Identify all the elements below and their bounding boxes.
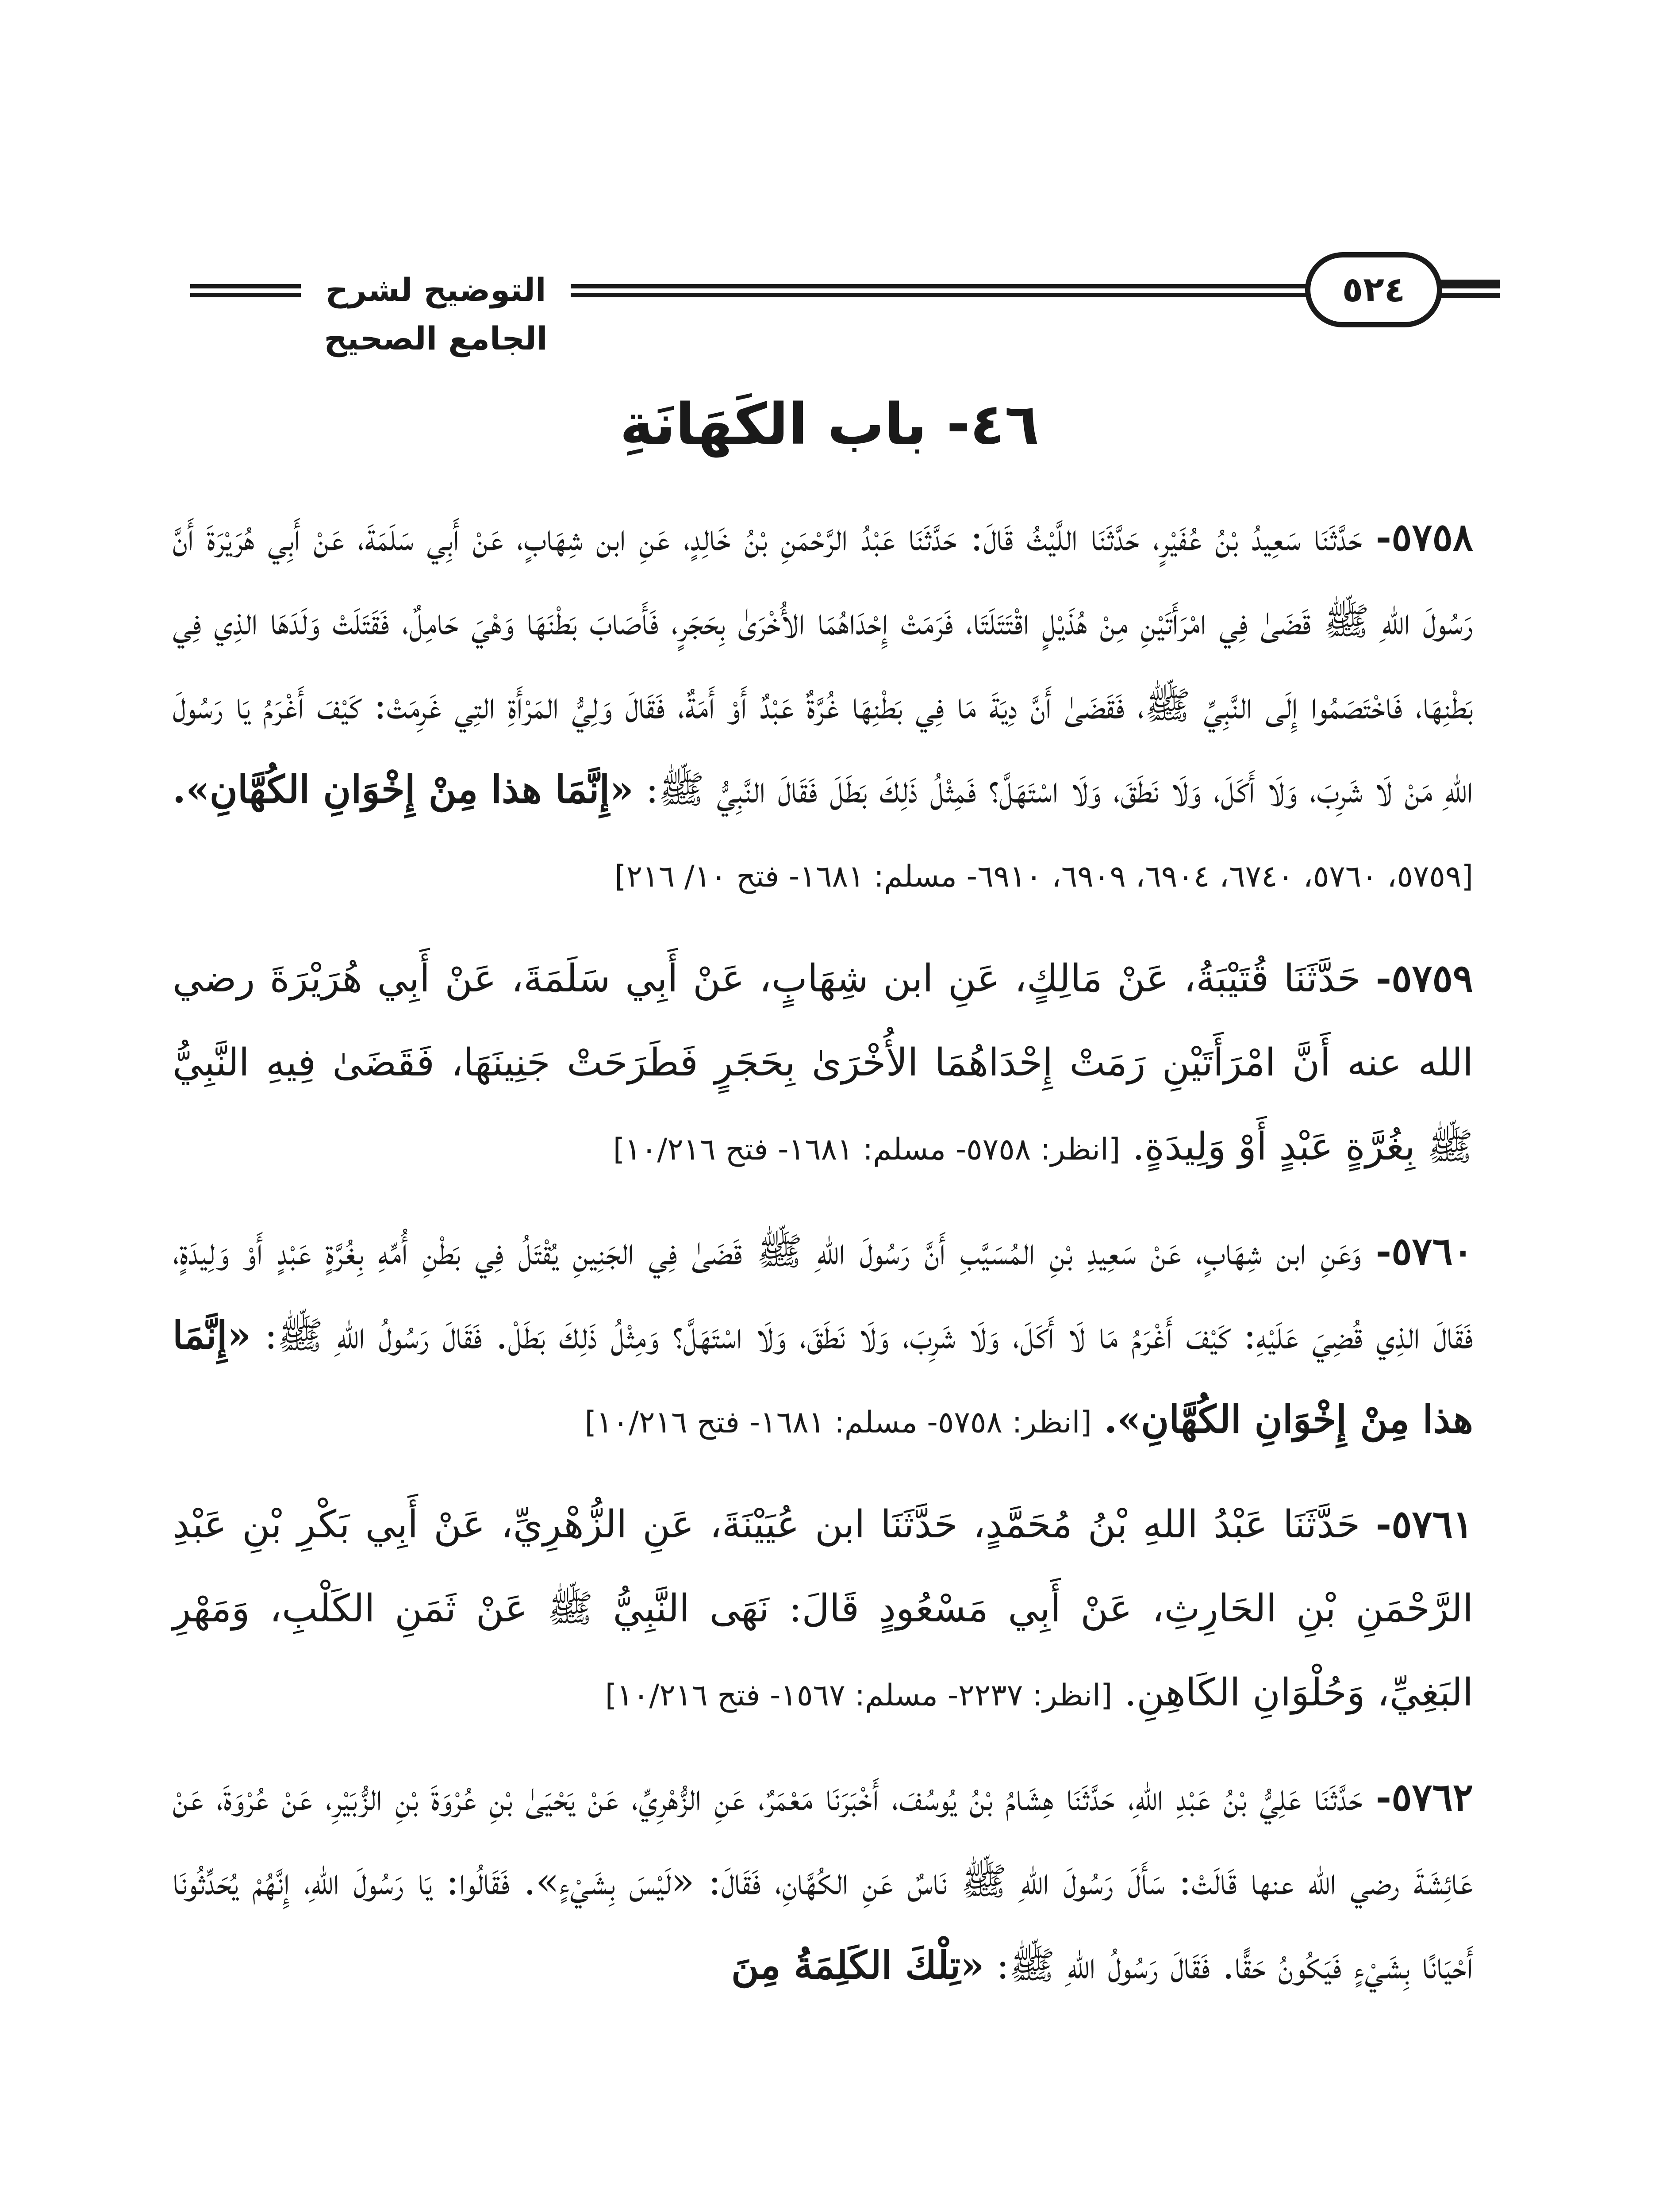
hadith-number: ٥٧٥٨- (1375, 515, 1473, 560)
hadith-number: ٥٧٦٢- (1375, 1775, 1473, 1820)
hadith-reference: [انظر: ٥٧٥٨- مسلم: ١٦٨١- فتح ١٠/٢١٦] (584, 1405, 1092, 1440)
hadith-reference: [انظر: ٥٧٥٨- مسلم: ١٦٨١- فتح ١٠/٢١٦] (613, 1132, 1121, 1167)
hadith-number: ٥٧٦١- (1375, 1502, 1473, 1547)
page-number: ٥٢٤ (1305, 252, 1442, 327)
hadith-number: ٥٧٦٠- (1375, 1229, 1473, 1274)
hadith-number: ٥٧٥٩- (1375, 956, 1473, 1001)
hadith-reference: [٥٧٥٩، ٥٧٦٠، ٦٧٤٠، ٦٩٠٤، ٦٩٠٩، ٦٩١٠- مسلم: ١٦٨١- فتح ١٠/ ٢١٦] (614, 859, 1473, 894)
hadith-quote: «إِنَّمَا هذا مِنْ إِخْوَانِ الكُهَّانِ». (173, 1313, 1473, 1442)
page-number-ornament (1438, 280, 1500, 298)
chapter-heading: ٤٦- باب الكَهَانَةِ (620, 392, 1039, 457)
hadith-quote: «تِلْكَ الكَلِمَةُ مِنَ (731, 1943, 984, 1988)
hadith-5759 (173, 937, 1473, 1192)
page-header (190, 248, 1500, 357)
hadith-5758 (173, 495, 1473, 919)
page-body (173, 495, 1473, 2025)
hadith-5760 (173, 1210, 1473, 1465)
hadith-5762 (173, 1755, 1473, 2008)
hadith-reference: [انظر: ٢٢٣٧- مسلم: ١٥٦٧- فتح ١٠/٢١٦] (605, 1678, 1113, 1713)
hadith-text: حَدَّثَنَا سَعِيدُ بْنُ عُفَيْرٍ، حَدَّثَنَا اللَّيْثُ قَالَ: حَدَّثَنَا عَبْدُ الرَّحْمَنِ بْنُ خَالِدٍ، عَنِ ابن شِهَابٍ، عَنْ أَبِي سَلَمَةَ، عَنْ أَبِي هُرَيْرَةَ أَنَّ رَسُولَ اللهِ ﷺ قَضَىٰ فِي امْرَأَتَيْنِ مِنْ هُذَيْلٍ اقْتَتَلَتَا، فَرَمَتْ إِحْدَاهُمَا الأُخْرَىٰ بِحَجَرٍ، فَأَصَابَ بَطْنَهَا وَهْيَ حَامِلٌ، فَقَتَلَتْ وَلَدَهَا الذِي فِي بَطْنِهَا، فَاخْتَصَمُوا إِلَى النَّبِيِّ ﷺ، فَقَضَىٰ أَنَّ دِيَةَ مَا فِي بَطْنِهَا غُرَّةٌ عَبْدٌ أَوْ أَمَةٌ، فَقَالَ وَلِيُّ المَرْأَةِ التِي غَرِمَتْ: كَيْفَ أَغْرَمُ يَا رَسُولَ اللهِ مَنْ لَا شَرِبَ، وَلَا أَكَلَ، وَلَا نَطَقَ، وَلَا اسْتَهَلَّ؟ فَمِثْلُ ذَلِكَ بَطَلَ فَقَالَ النَّبِيُّ ﷺ: (173, 515, 1473, 812)
hadith-text: حَدَّثَنَا عَلِيُّ بْنُ عَبْدِ اللهِ، حَدَّثَنَا هِشَامُ بْنُ يُوسُفَ، أَخْبَرَنَا مَعْمَرٌ، عَنِ الزُّهْرِيِّ، عَنْ يَحْيَىٰ بْنِ عُرْوَةَ بْنِ الزُّبَيْرِ، عَنْ عُرْوَةَ، عَنْ عَائِشَةَ رضي الله عنها قَالَتْ: سَأَلَ رَسُولَ اللهِ ﷺ نَاسٌ عَنِ الكُهَّانِ، فَقَالَ: «لَيْسَ بِشَيْءٍ». فَقَالُوا: يَا رَسُولَ اللهِ، إِنَّهُمْ يُحَدِّثُونَا أَحْيَانًا بِشَيْءٍ فَيَكُونُ حَقًّا. فَقَالَ رَسُولُ اللهِ ﷺ: (173, 1775, 1473, 1988)
hadith-text: حَدَّثَنَا عَبْدُ اللهِ بْنُ مُحَمَّدٍ، حَدَّثَنَا ابن عُيَيْنَةَ، عَنِ الزُّهْرِيِّ، عَنْ أَبِي بَكْرِ بْنِ عَبْدِ الرَّحْمَنِ بْنِ الحَارِثِ، عَنْ أَبِي مَسْعُودٍ قَالَ: نَهَى النَّبِيُّ ﷺ عَنْ ثَمَنِ الكَلْبِ، وَمَهْرِ البَغِيِّ، وَحُلْوَانِ الكَاهِنِ. (173, 1502, 1473, 1715)
header-rule-left (190, 284, 301, 297)
running-title: التوضيح لشرح الجامع الصحيح (307, 265, 564, 363)
hadith-5761 (173, 1482, 1473, 1738)
hadith-quote: «إِنَّمَا هذا مِنْ إِخْوَانِ الكُهَّانِ». (173, 767, 634, 812)
hadith-text: حَدَّثَنَا قُتَيْبَةُ، عَنْ مَالِكٍ، عَنِ ابن شِهَابٍ، عَنْ أَبِي سَلَمَةَ، عَنْ أَبِي هُرَيْرَةَ رضي الله عنه أَنَّ امْرَأَتَيْنِ رَمَتْ إِحْدَاهُمَا الأُخْرَىٰ بِحَجَرٍ فَطَرَحَتْ جَنِينَهَا، فَقَضَىٰ فِيهِ النَّبِيُّ ﷺ بِغُرَّةٍ عَبْدٍ أَوْ وَلِيدَةٍ. (173, 956, 1473, 1169)
hadith-text: وَعَنِ ابن شِهَابٍ، عَنْ سَعِيدِ بْنِ المُسَيَّبِ أَنَّ رَسُولَ اللهِ ﷺ قَضَىٰ فِي الجَنِينِ يُقْتَلُ فِي بَطْنِ أُمِّهِ بِغُرَّةٍ عَبْدٍ أَوْ وَلِيدَةٍ، فَقَالَ الذِي قُضِيَ عَلَيْهِ: كَيْفَ أَغْرَمُ مَا لَا أَكَلَ، وَلَا شَرِبَ، وَلَا نَطَقَ، وَلَا اسْتَهَلَّ؟ وَمِثْلُ ذَلِكَ بَطَلْ. فَقَالَ رَسُولُ اللهِ ﷺ: (173, 1229, 1473, 1358)
